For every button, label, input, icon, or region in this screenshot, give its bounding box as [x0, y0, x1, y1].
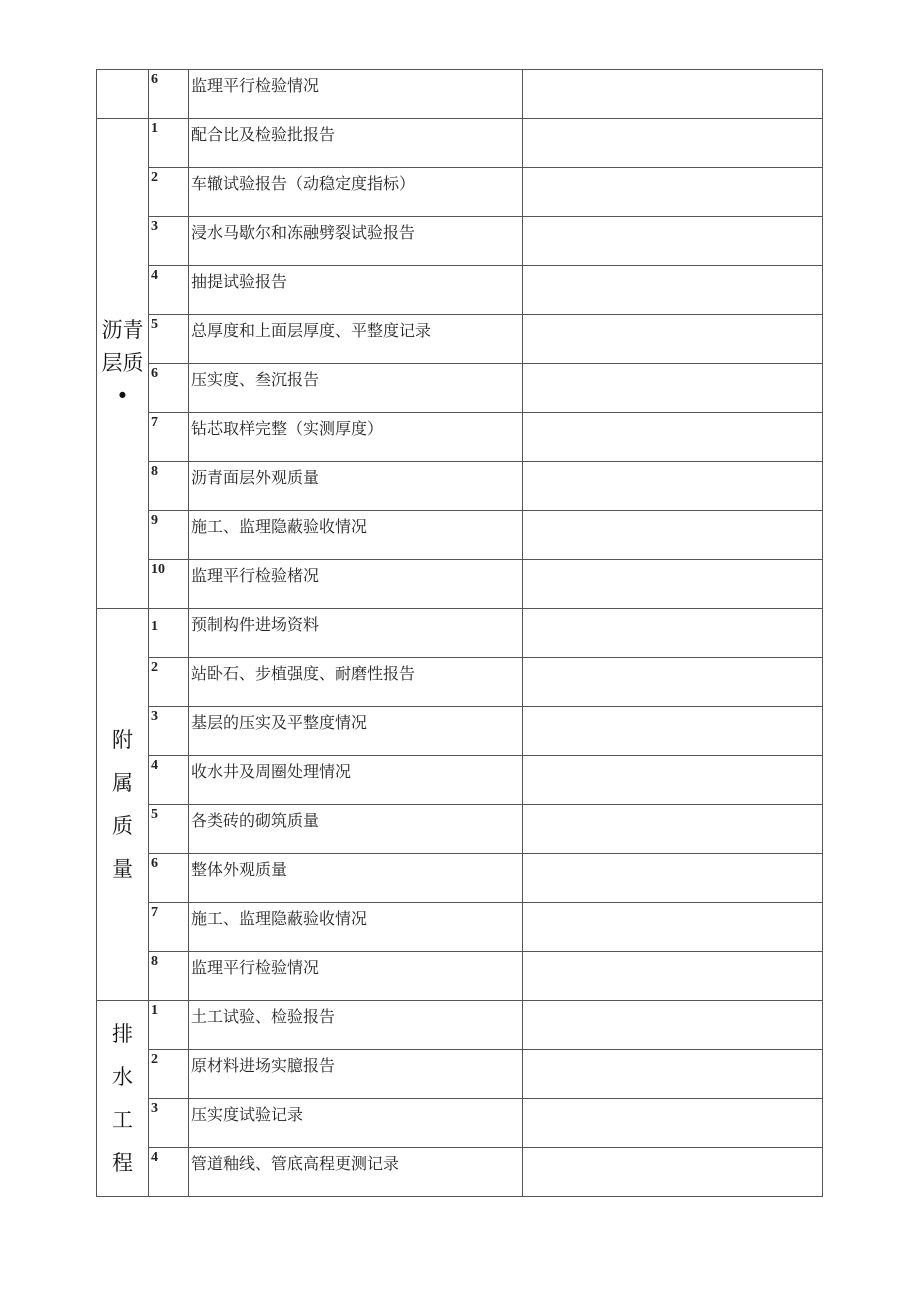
result-cell	[523, 364, 823, 413]
result-cell	[523, 854, 823, 903]
checklist-row	[97, 70, 823, 119]
inspection-item: 基层的压实及平整度情况	[189, 707, 523, 756]
checklist-row	[97, 119, 823, 168]
checklist-row	[97, 1148, 823, 1197]
inspection-item: 监理平行检验情况	[189, 952, 523, 1001]
result-cell	[523, 903, 823, 952]
item-number: 6	[149, 854, 189, 903]
result-cell	[523, 805, 823, 854]
inspection-item: 管道釉线、管底高程更测记录	[189, 1148, 523, 1197]
item-number: 3	[149, 1099, 189, 1148]
inspection-item: 收水井及周圈处理情况	[189, 756, 523, 805]
checklist-row	[97, 168, 823, 217]
result-cell	[523, 70, 823, 119]
section-category-cell	[97, 70, 149, 119]
inspection-checklist-table	[96, 69, 823, 1197]
checklist-row	[97, 413, 823, 462]
checklist-row	[97, 217, 823, 266]
inspection-item: 钻芯取样完整（实测厚度）	[189, 413, 523, 462]
checklist-row	[97, 1099, 823, 1148]
item-number: 5	[149, 315, 189, 364]
result-cell	[523, 413, 823, 462]
category-label-line: 排	[112, 1021, 133, 1046]
inspection-item: 施工、监理隐蔽验收情况	[189, 903, 523, 952]
item-number: 10	[149, 560, 189, 609]
item-number: 8	[149, 462, 189, 511]
item-number: 1	[149, 609, 189, 658]
inspection-item: 沥青面层外观质量	[189, 462, 523, 511]
checklist-row	[97, 854, 823, 903]
item-number: 4	[149, 756, 189, 805]
item-number: 4	[149, 266, 189, 315]
result-cell	[523, 952, 823, 1001]
checklist-row	[97, 903, 823, 952]
result-cell	[523, 609, 823, 658]
category-label-line: 属	[112, 770, 133, 795]
category-label-line: •	[116, 384, 129, 408]
result-cell	[523, 1148, 823, 1197]
inspection-item: 压实度、叁沉报告	[189, 364, 523, 413]
item-number: 3	[149, 707, 189, 756]
checklist-row	[97, 315, 823, 364]
checklist-row	[97, 805, 823, 854]
category-label-line: 附	[112, 727, 133, 752]
checklist-row	[97, 756, 823, 805]
inspection-item: 车辙试验报告（动稳定度指标）	[189, 168, 523, 217]
inspection-item: 抽提试验报告	[189, 266, 523, 315]
inspection-item: 整体外观质量	[189, 854, 523, 903]
result-cell	[523, 315, 823, 364]
item-number: 2	[149, 168, 189, 217]
inspection-item: 配合比及检验批报告	[189, 119, 523, 168]
checklist-row	[97, 952, 823, 1001]
inspection-item: 土工试验、检验报告	[189, 1001, 523, 1050]
checklist-row	[97, 609, 823, 658]
item-number: 9	[149, 511, 189, 560]
item-number: 2	[149, 658, 189, 707]
inspection-item: 压实度试验记录	[189, 1099, 523, 1148]
section-category-cell-ancillary-quality	[97, 609, 149, 1001]
result-cell	[523, 462, 823, 511]
category-label-line: 水	[112, 1064, 133, 1089]
section-category-cell-asphalt-layer-quality	[97, 119, 149, 609]
inspection-item: 监理平行检验情况	[189, 70, 523, 119]
result-cell	[523, 1001, 823, 1050]
checklist-body	[97, 70, 823, 1197]
item-number: 4	[149, 1148, 189, 1197]
inspection-item: 预制构件进场资料	[189, 609, 523, 658]
item-number: 1	[149, 119, 189, 168]
category-label-line: 工	[112, 1107, 133, 1132]
item-number: 6	[149, 364, 189, 413]
inspection-item: 总厚度和上面层厚度、平整度记录	[189, 315, 523, 364]
inspection-item: 站卧石、步植强度、耐磨性报告	[189, 658, 523, 707]
category-label-line: 程	[112, 1150, 133, 1175]
inspection-item: 各类砖的砌筑质量	[189, 805, 523, 854]
result-cell	[523, 707, 823, 756]
inspection-item: 施工、监理隐蔽验收情况	[189, 511, 523, 560]
item-number: 3	[149, 217, 189, 266]
checklist-row	[97, 266, 823, 315]
category-label-line: 质	[112, 813, 133, 838]
item-number: 2	[149, 1050, 189, 1099]
item-number: 7	[149, 413, 189, 462]
item-number: 5	[149, 805, 189, 854]
result-cell	[523, 511, 823, 560]
checklist-row	[97, 1050, 823, 1099]
item-number: 7	[149, 903, 189, 952]
result-cell	[523, 266, 823, 315]
item-number: 6	[149, 70, 189, 119]
result-cell	[523, 560, 823, 609]
section-category-cell-drainage-works	[97, 1001, 149, 1197]
category-label-line: 沥青	[101, 318, 144, 342]
result-cell	[523, 168, 823, 217]
result-cell	[523, 1099, 823, 1148]
item-number: 8	[149, 952, 189, 1001]
checklist-row	[97, 364, 823, 413]
checklist-row	[97, 1001, 823, 1050]
result-cell	[523, 658, 823, 707]
inspection-item: 原材料进场实臆报告	[189, 1050, 523, 1099]
checklist-row	[97, 462, 823, 511]
result-cell	[523, 217, 823, 266]
checklist-row	[97, 658, 823, 707]
result-cell	[523, 756, 823, 805]
category-label-line: 量	[112, 856, 133, 881]
inspection-item: 监理平行检验楮况	[189, 560, 523, 609]
item-number: 1	[149, 1001, 189, 1050]
checklist-row	[97, 707, 823, 756]
inspection-item: 浸水马歇尔和冻融劈裂试验报告	[189, 217, 523, 266]
result-cell	[523, 119, 823, 168]
category-label-line: 层质	[101, 351, 144, 375]
result-cell	[523, 1050, 823, 1099]
checklist-row	[97, 560, 823, 609]
checklist-row	[97, 511, 823, 560]
